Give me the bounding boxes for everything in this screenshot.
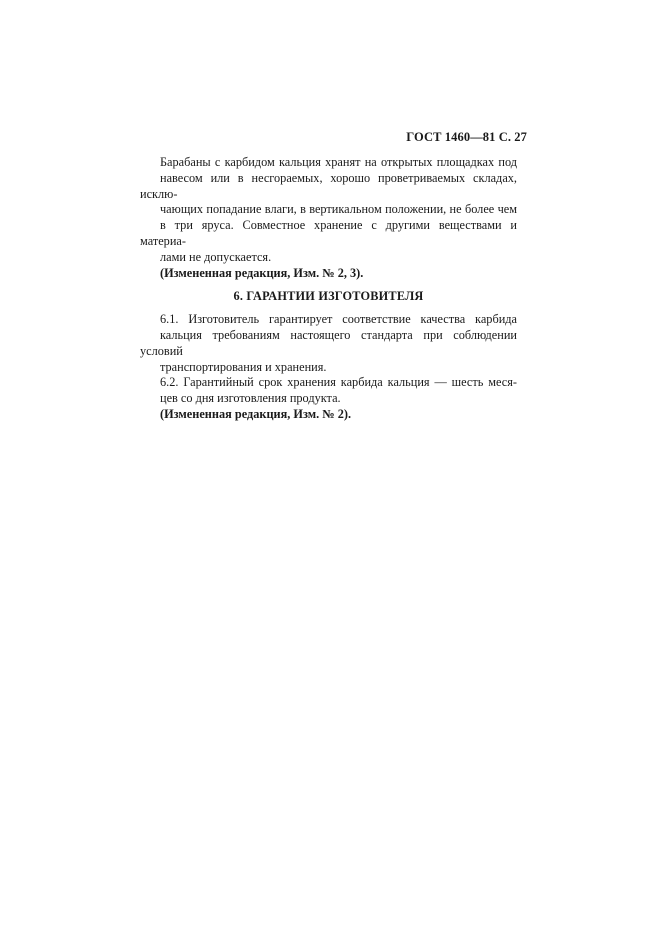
storage-line-5: лами не допускается.: [160, 249, 272, 264]
clause-6-1-line-1: 6.1. Изготовитель гарантирует соответствие качества карбида: [160, 312, 517, 327]
clause-6-2-line-1: 6.2. Гарантийный срок хранения карбида кальция — шесть меся-: [160, 375, 517, 390]
clause-6-1-line-3: транспортирования и хранения.: [160, 359, 327, 374]
clause-6-1: [140, 312, 517, 375]
storage-paragraph: [140, 155, 517, 266]
page-header-gost-number: ГОСТ 1460—81 С. 27: [406, 130, 527, 144]
storage-line-2: навесом или в несгораемых, хорошо проветриваемых складах, исклю-: [140, 170, 517, 201]
clause-6-1-line-2: кальция требованиям настоящего стандарта при соблюдении условий: [140, 327, 517, 358]
storage-line-3: чающих попадание влаги, в вертикальном положении, не более чем: [160, 202, 517, 217]
clause-6-2-line-2: цев со дня изготовления продукта.: [160, 391, 341, 406]
document-body: [140, 155, 517, 423]
storage-line-4: в три яруса. Совместное хранение с другими веществами и материа-: [140, 218, 517, 248]
storage-line-1: Барабаны с карбидом кальция хранят на открытых площадках под: [160, 155, 517, 169]
clause-6-2: [140, 375, 517, 407]
amendment-note-storage: (Измененная редакция, Изм. № 2, 3).: [160, 265, 364, 280]
section-title-manufacturer-guarantees: 6. ГАРАНТИИ ИЗГОТОВИТЕЛЯ: [233, 289, 424, 304]
amendment-note-guarantee: (Измененная редакция, Изм. № 2).: [160, 406, 352, 421]
